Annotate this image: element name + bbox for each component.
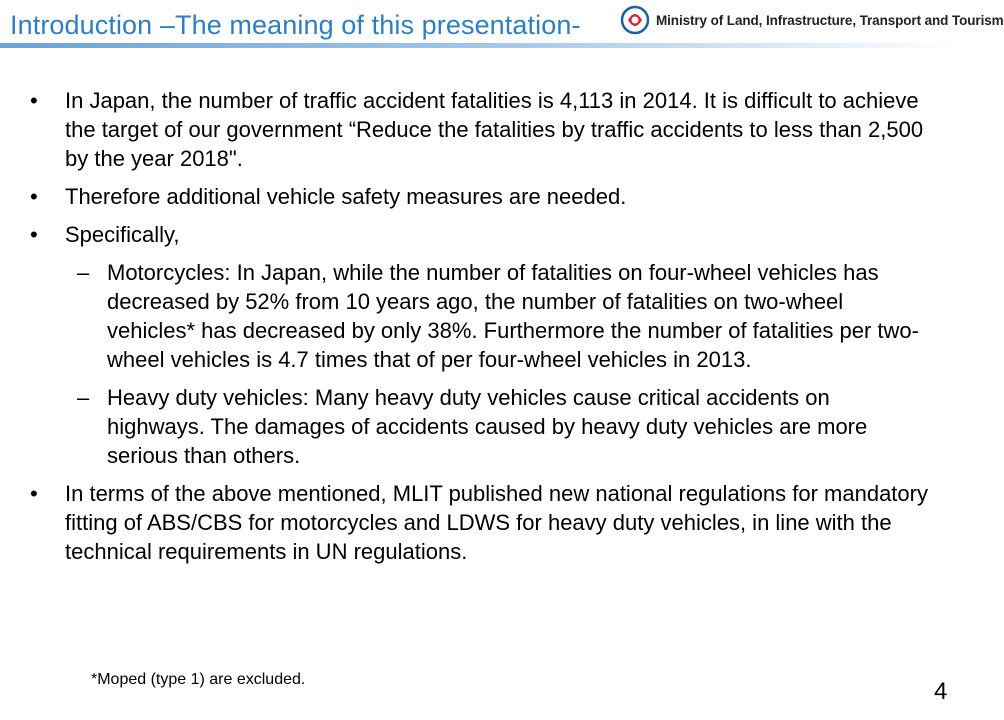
bullet-text: Specifically, bbox=[65, 222, 180, 247]
slide-header bbox=[0, 0, 1004, 50]
ministry-name: Ministry of Land, Infrastructure, Transport and Tourism bbox=[656, 12, 1004, 28]
sub-item-text: Heavy duty vehicles: Many heavy duty vehicles cause critical accidents on highways. The damages of accidents caused by heavy duty vehicles are more serious than others. bbox=[107, 385, 868, 468]
ministry-logo bbox=[620, 0, 1004, 40]
sub-item bbox=[0, 383, 920, 470]
page-number: 4 bbox=[934, 678, 948, 705]
bullet-mark: • bbox=[30, 184, 38, 209]
bullet-item bbox=[0, 86, 940, 173]
dash-mark: – bbox=[77, 385, 90, 410]
dash-mark: – bbox=[77, 260, 90, 285]
bullet-item bbox=[0, 220, 940, 249]
bullet-text: Therefore additional vehicle safety measures are needed. bbox=[65, 184, 627, 209]
mlit-emblem-icon bbox=[620, 5, 650, 35]
bullet-text: In terms of the above mentioned, MLIT published new national regulations for mandatory fitting of ABS/CBS for motorcycles and LDWS for heavy duty vehicles, in line with the technical requirements in UN regulations. bbox=[65, 481, 928, 564]
slide-title: Introduction –The meaning of this presentation- bbox=[10, 10, 581, 40]
sub-item-text: Motorcycles: In Japan, while the number of fatalities on four-wheel vehicles has decreased by 52% from 10 years ago, the number of fatalities on two-wheel vehicles* has decreased by only 38%. Furthermore the number of fatalities per two-wheel vehicles is 4.7 times that of per four-wheel vehicles in 2013. bbox=[107, 260, 919, 372]
bullet-item bbox=[0, 182, 940, 211]
slide-body bbox=[0, 86, 960, 575]
bullet-mark: • bbox=[30, 481, 38, 506]
bullet-text: In Japan, the number of traffic accident fatalities is 4,113 in 2014. It is difficult to achieve the target of our government “Reduce the fatalities by traffic accidents to less than 2,500 by the year 2018". bbox=[65, 88, 924, 171]
bullet-mark: • bbox=[30, 222, 38, 247]
footnote: *Moped (type 1) are excluded. bbox=[91, 671, 306, 688]
title-underline bbox=[0, 43, 960, 48]
bullet-item bbox=[0, 479, 940, 566]
bullet-mark: • bbox=[30, 88, 38, 113]
sub-item bbox=[0, 258, 920, 374]
